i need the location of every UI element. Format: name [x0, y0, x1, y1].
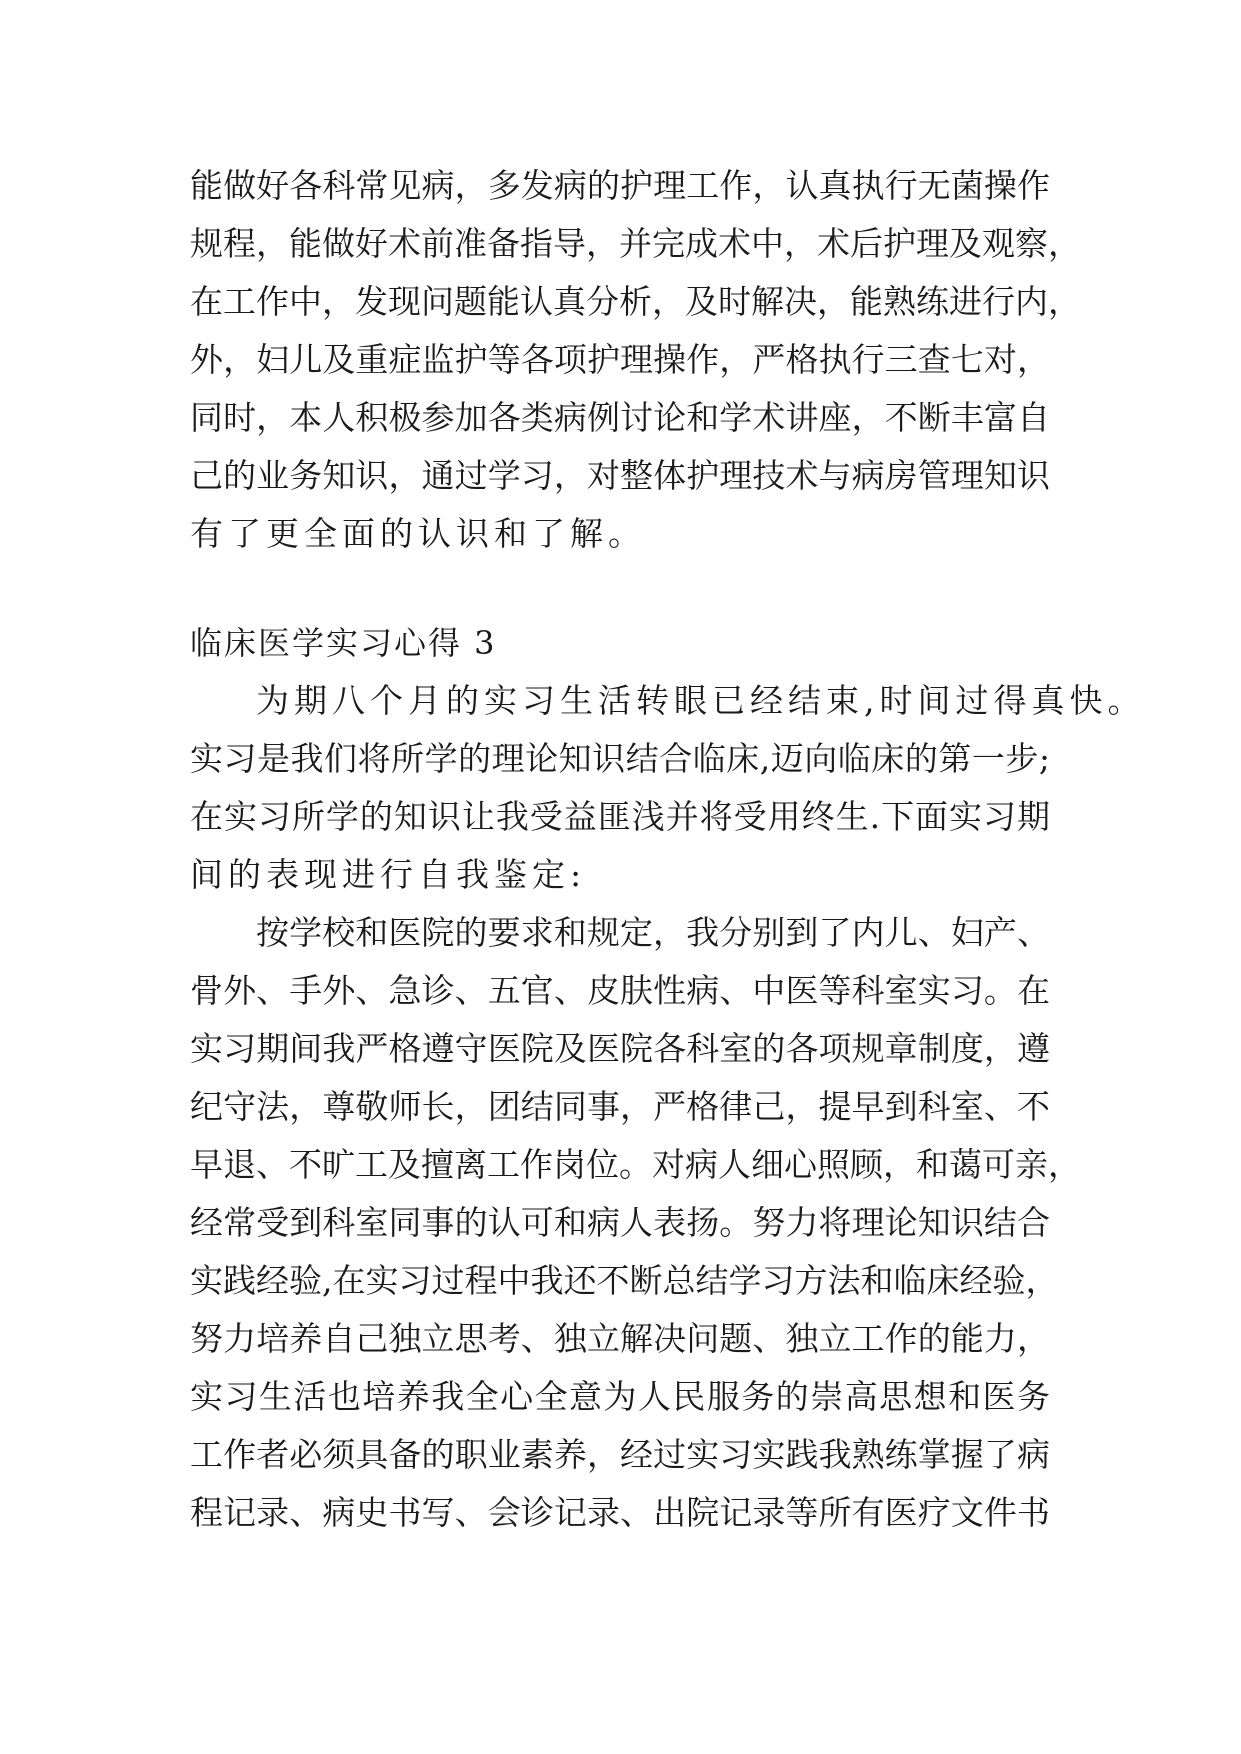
text-line: 工作者必须具备的职业素养，经过实习实践我熟练掌握了病 [190, 1435, 1050, 1474]
text-line: 有了更全面的认识和了解。 [190, 514, 646, 553]
text-line: 己的业务知识，通过学习，对整体护理技术与病房管理知识 [190, 456, 1050, 495]
text-line: 为期八个月的实习生活转眼已经结束,时间过得真快。 [256, 681, 1146, 720]
text-line: 努力培养自己独立思考、独立解决问题、独立工作的能力， [190, 1319, 1050, 1358]
text-line: 实习是我们将所学的理论知识结合临床,迈向临床的第一步; [190, 739, 1050, 778]
text-line: 在实习所学的知识让我受益匪浅并将受用终生.下面实习期 [190, 797, 1050, 836]
text-line: 间的表现进行自我鉴定: [190, 855, 587, 894]
text-line: 纪守法，尊敬师长，团结同事，严格律己，提早到科室、不 [190, 1087, 1050, 1126]
text-line: 实践经验,在实习过程中我还不断总结学习方法和临床经验， [190, 1261, 1059, 1300]
text-line: 程记录、病史书写、会诊记录、出院记录等所有医疗文件书 [190, 1493, 1050, 1532]
text-line: 规程，能做好术前准备指导，并完成术中，术后护理及观察， [190, 224, 1081, 263]
text-line: 早退、不旷工及擅离工作岗位。对病人细心照顾，和蔼可亲， [190, 1145, 1081, 1184]
text-line: 骨外、手外、急诊、五官、皮肤性病、中医等科室实习。在 [190, 971, 1050, 1010]
section-heading: 临床医学实习心得 3 [190, 624, 497, 662]
text-line: 在工作中，发现问题能认真分析，及时解决，能熟练进行内， [190, 282, 1081, 321]
text-line: 能做好各科常见病，多发病的护理工作，认真执行无菌操作 [190, 166, 1050, 205]
text-line: 实习生活也培养我全心全意为人民服务的崇高思想和医务 [190, 1377, 1050, 1416]
text-line: 实习期间我严格遵守医院及医院各科室的各项规章制度，遵 [190, 1029, 1050, 1068]
text-line: 外，妇儿及重症监护等各项护理操作，严格执行三查七对， [190, 340, 1050, 379]
text-line: 按学校和医院的要求和规定，我分别到了内儿、妇产、 [256, 913, 1050, 952]
text-line: 经常受到科室同事的认可和病人表扬。努力将理论知识结合 [190, 1203, 1050, 1242]
text-line: 同时，本人积极参加各类病例讨论和学术讲座，不断丰富自 [190, 398, 1050, 437]
